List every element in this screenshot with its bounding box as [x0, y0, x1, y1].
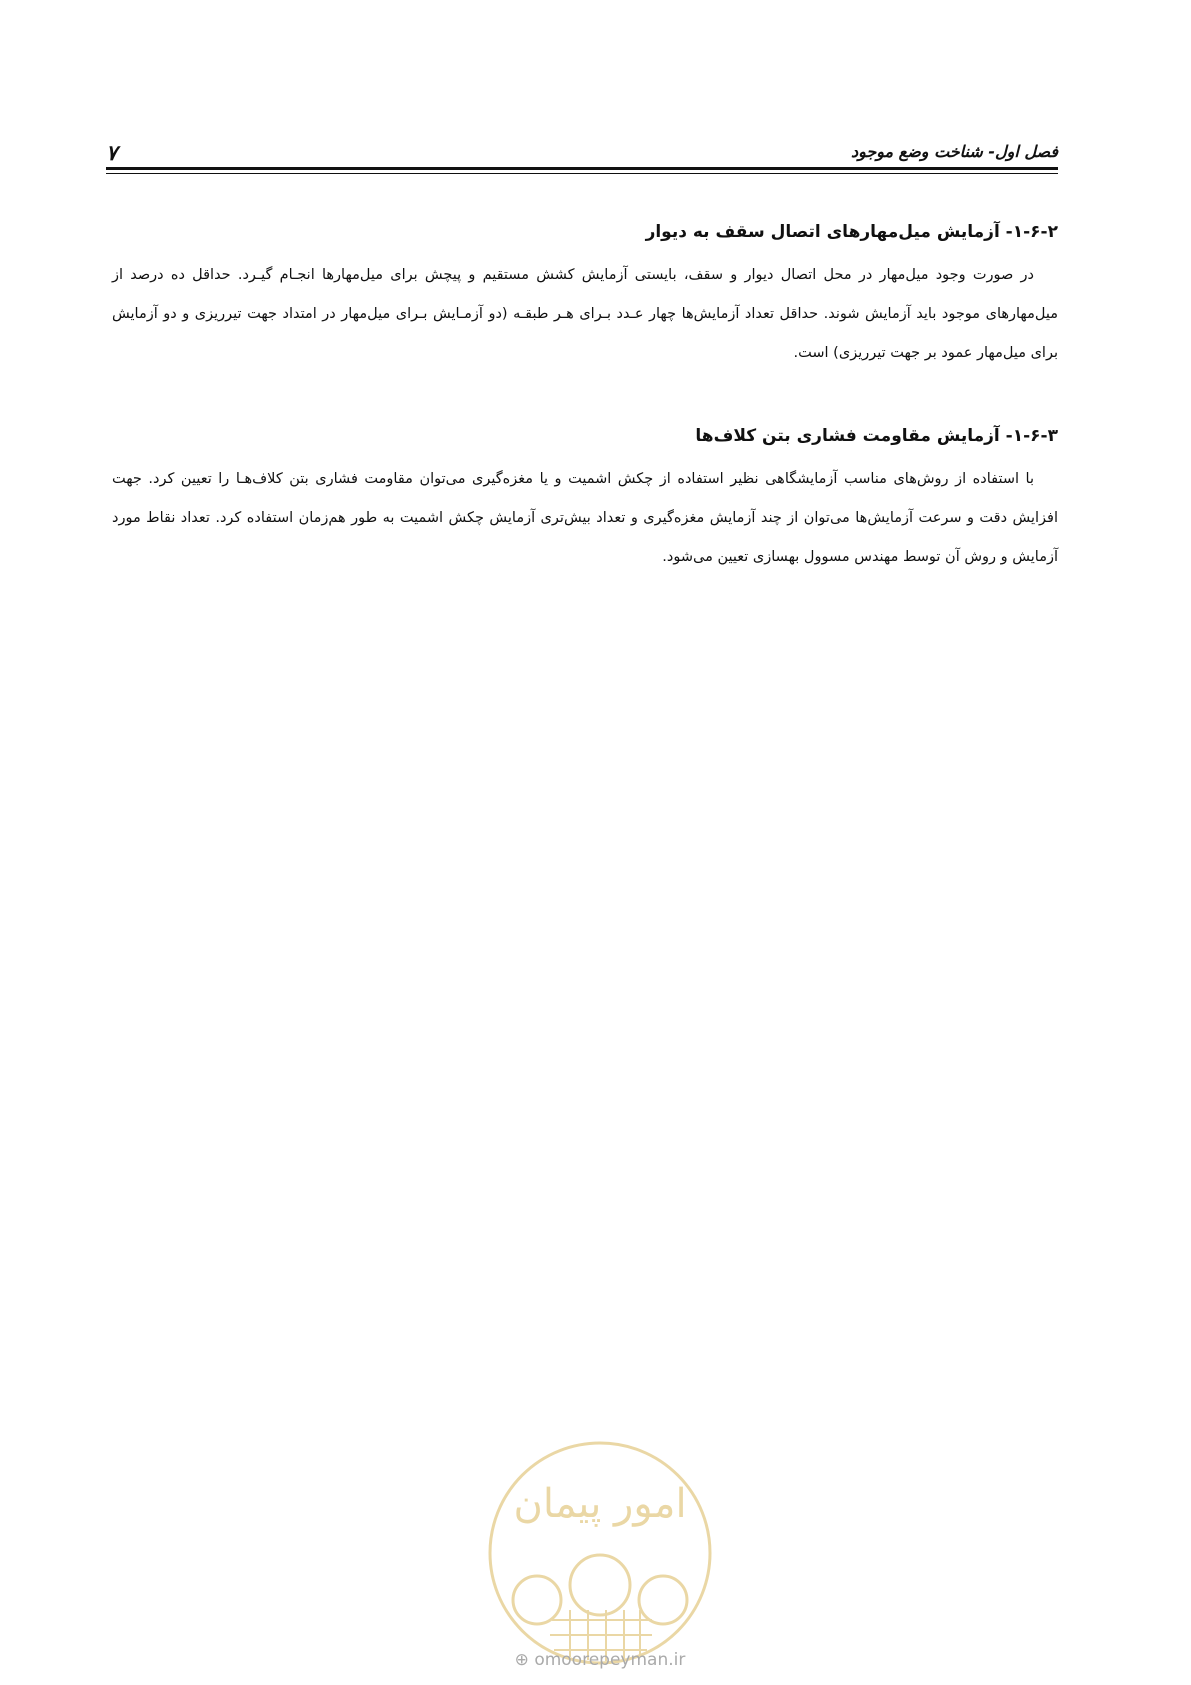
- section-paragraph: با استفاده از روش‌های مناسب آزمایشگاهی نظیر استفاده از چکش اشمیت و یا مغزه‌گیری می‌توان مقاومت فشاری بتن کلاف‌هـا را تعیین کرد. جهت افزایش دقت و سرعت آزمایش‌ها می‌توان از چند آزمایش مغزه‌گیری و تعداد بیش‌تری آزمایش چکش اشمیت به طور هم‌زمان استفاده کرد. تعداد نقاط مورد آزمایش و روش آن توسط مهندس مسوول بهسازی تعیین می‌شود.: [112, 471, 1058, 565]
- section-paragraph: در صورت وجود میل‌مهار در محل اتصال دیوار و سقف، بایستی آزمایش کشش مستقیم و پیچش برای میل‌مهارها انجـام گیـرد. حداقل ده درصد از میل‌مهارهای موجود باید آزمایش شوند. حداقل تعداد آزمایش‌ها چهار عـدد بـرای هـر طبقـه (دو آزمـایش بـرای میل‌مهار در امتداد جهت تیرریزی و دو آزمایش برای میل‌مهار عمود بر جهت تیرریزی) است.: [112, 267, 1058, 361]
- watermark-logo-text: امور پیمان: [513, 1481, 687, 1527]
- header-rule-thin: [106, 173, 1058, 174]
- section-wall-ties: [112, 218, 1058, 373]
- section-heading: ۱-۶-۲- آزمایش میل‌مهارهای اتصال سقف به دیوار: [645, 222, 1058, 242]
- section-concrete-strength: [112, 422, 1058, 577]
- watermark-url: ⊕ omoorepeyman.ir: [514, 1650, 686, 1670]
- header-rule-thick: [106, 167, 1058, 170]
- running-title: فصل اول- شناخت وضع موجود: [850, 142, 1058, 161]
- section-heading: ۱-۶-۳- آزمایش مقاومت فشاری بتن کلاف‌ها: [695, 426, 1058, 446]
- watermark-logo: [482, 1425, 718, 1685]
- globe-icon: ⊕: [514, 1650, 529, 1670]
- page-number: ۷: [106, 140, 118, 165]
